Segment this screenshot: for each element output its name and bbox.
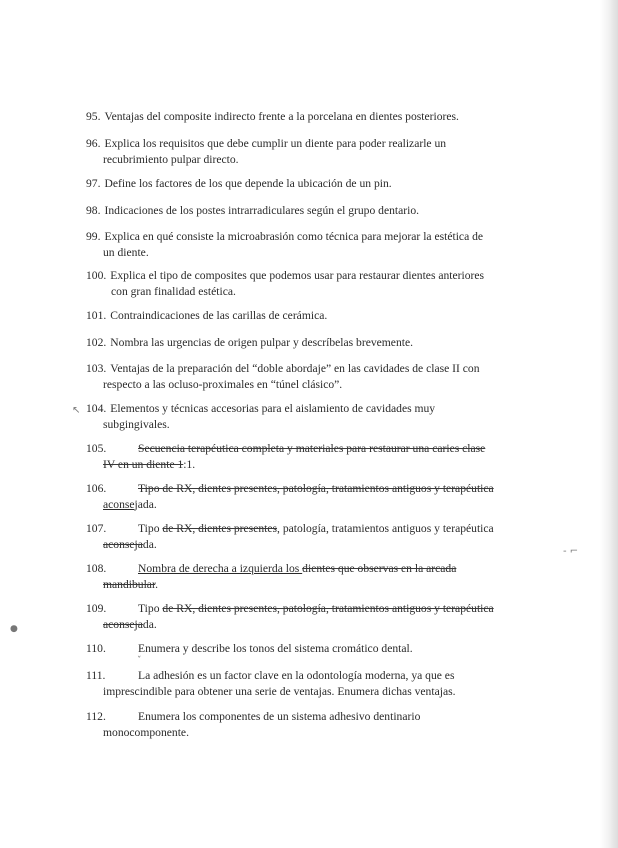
question-number: 103. bbox=[86, 362, 107, 375]
question-text: Define los factores de los que depende la ubicación de un pin. bbox=[104, 177, 392, 190]
question-text-continued: recubrimiento pulpar directo. bbox=[103, 152, 239, 166]
question-106 bbox=[86, 481, 506, 512]
question-100 bbox=[86, 268, 506, 299]
question-number: 96. bbox=[86, 137, 101, 150]
question-number: 104. bbox=[86, 402, 107, 415]
scan-edge bbox=[600, 0, 618, 848]
question-103 bbox=[86, 361, 506, 392]
struck-text: mandibular bbox=[103, 577, 156, 591]
question-text: Tipo bbox=[138, 602, 163, 615]
question-number: 95. bbox=[86, 110, 101, 123]
question-text: Elementos y técnicas accesorias para el aislamiento de cavidades muy bbox=[110, 402, 436, 415]
question-number: 107. bbox=[86, 522, 107, 535]
question-104 bbox=[86, 401, 506, 432]
question-text-continued: monocomponente. bbox=[103, 725, 189, 739]
question-text: Enumera y describe los tonos del sistema cromático dental. bbox=[138, 642, 413, 655]
question-number: 112. bbox=[86, 710, 106, 723]
struck-text: aconseja bbox=[103, 617, 143, 631]
question-text: Ventajas del composite indirecto frente a la porcelana en dientes posteriores. bbox=[104, 110, 459, 123]
question-number: 97. bbox=[86, 177, 101, 190]
question-98 bbox=[86, 203, 506, 219]
underlined-text: aconsej bbox=[103, 497, 138, 511]
question-number: 100. bbox=[86, 269, 107, 282]
question-number: 109. bbox=[86, 602, 107, 615]
question-text-continued: subgingivales. bbox=[103, 417, 170, 431]
question-text: Explica el tipo de composites que podemos usar para restaurar dientes anteriores bbox=[110, 269, 485, 282]
pencil-mark-icon: - ⌐ bbox=[563, 546, 579, 557]
question-number: 105. bbox=[86, 442, 107, 455]
question-110 bbox=[86, 641, 506, 657]
pencil-mark-icon: ↖ bbox=[72, 405, 81, 416]
question-text: , patología, tratamientos antiguos y terapéutica bbox=[277, 522, 494, 535]
ink-dot-icon: ● bbox=[10, 624, 18, 634]
question-text: Explica los requisitos que debe cumplir un diente para poder realizarle un bbox=[104, 137, 447, 150]
question-111 bbox=[86, 668, 506, 699]
question-text: Indicaciones de los postes intrarradiculares según el grupo dentario. bbox=[104, 204, 420, 217]
question-99 bbox=[86, 229, 506, 260]
pen-mark-icon: ˇ bbox=[137, 656, 142, 666]
struck-text: de RX, dientes presentes bbox=[162, 522, 278, 535]
question-105 bbox=[86, 441, 506, 472]
question-number: 111. bbox=[86, 669, 106, 682]
question-number: 106. bbox=[86, 482, 107, 495]
question-text: La adhesión es un factor clave en la odontología moderna, ya que es bbox=[138, 669, 455, 682]
question-text: Explica en qué consiste la microabrasión como técnica para mejorar la estética de bbox=[104, 230, 484, 243]
question-112 bbox=[86, 709, 506, 740]
struck-text: dientes que observas en la arcada bbox=[302, 562, 457, 575]
question-text-continued: respecto a las ocluso-proximales en “túnel clásico”. bbox=[103, 377, 343, 391]
question-number: 98. bbox=[86, 204, 101, 217]
question-text-continued: un diente. bbox=[103, 245, 149, 259]
question-number: 110. bbox=[86, 642, 106, 655]
question-number: 99. bbox=[86, 230, 101, 243]
question-107 bbox=[86, 521, 506, 552]
question-95 bbox=[86, 109, 506, 125]
struck-text: aconseja bbox=[103, 537, 143, 551]
question-text: da. bbox=[142, 617, 157, 631]
question-text: da. bbox=[142, 537, 157, 551]
question-102 bbox=[86, 335, 506, 351]
question-number: 108. bbox=[86, 562, 107, 575]
question-number: 101. bbox=[86, 309, 107, 322]
struck-text: de RX, dientes presentes, patología, tratamientos antiguos y terapéutica bbox=[162, 602, 494, 615]
question-108 bbox=[86, 561, 506, 592]
question-text: Contraindicaciones de las carillas de cerámica. bbox=[110, 309, 328, 322]
underlined-text: Nombra de derecha a izquierda los bbox=[138, 562, 303, 575]
question-101 bbox=[86, 308, 506, 324]
question-text: . bbox=[155, 577, 159, 591]
question-text-continued: con gran finalidad estética. bbox=[111, 284, 236, 298]
question-text: Ventajas de la preparación del “doble abordaje” en las cavidades de clase II con bbox=[110, 362, 480, 375]
question-text: Enumera los componentes de un sistema adhesivo dentinario bbox=[138, 710, 421, 723]
struck-text: Tipo de RX, dientes presentes, patología, tratamientos antiguos y terapéutica bbox=[138, 482, 494, 495]
question-text: :1. bbox=[183, 457, 196, 471]
question-text-continued: imprescindible para obtener una serie de ventajas. Enumera dichas ventajas. bbox=[103, 684, 456, 698]
question-number: 102. bbox=[86, 336, 107, 349]
question-text: Nombra las urgencias de origen pulpar y descríbelas brevemente. bbox=[110, 336, 414, 349]
question-text: Tipo bbox=[138, 522, 163, 535]
question-96 bbox=[86, 136, 506, 167]
question-109 bbox=[86, 601, 506, 632]
question-text: ada. bbox=[137, 497, 157, 511]
struck-text: Secuencia terapéutica completa y materiales para restaurar una caries clase bbox=[138, 442, 486, 455]
question-97 bbox=[86, 176, 506, 192]
struck-text: IV en un diente 1 bbox=[103, 457, 184, 471]
